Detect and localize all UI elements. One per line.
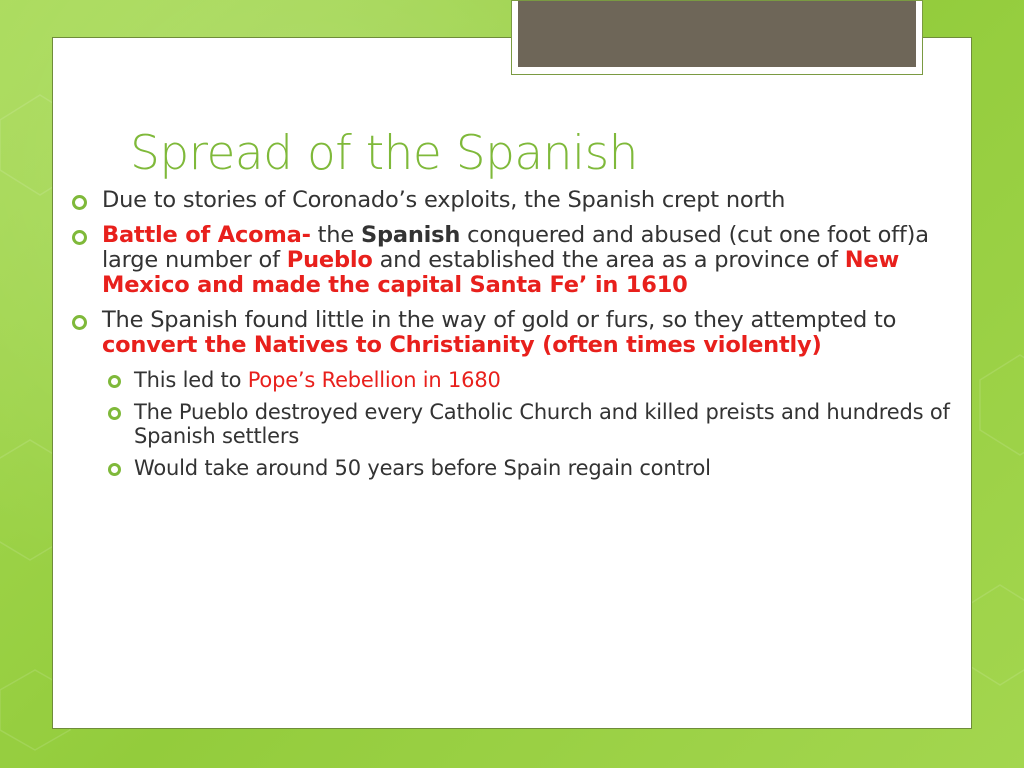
bullet-highlight: Pope’s Rebellion in 1680: [247, 368, 501, 392]
ring-bullet-icon: [108, 375, 121, 388]
bullet-highlight: convert the Natives to Christianity (often times violently): [102, 332, 822, 358]
bullet-text: The Pueblo destroyed every Catholic Church and killed preists and hundreds of Spanish settlers: [134, 400, 950, 448]
bullet-text: The Spanish found little in the way of gold or furs, so they attempted to: [102, 307, 897, 333]
bullet-highlight: Pueblo: [286, 247, 373, 273]
top-tab-fill: [518, 1, 916, 67]
sub-bullet-item: [72, 400, 972, 448]
bullet-highlight: Battle of Acoma-: [102, 222, 311, 248]
ring-bullet-icon: [72, 230, 87, 245]
sub-bullet-item: [72, 456, 972, 480]
bullet-text: This led to: [134, 368, 248, 392]
bullet-text: the: [310, 222, 361, 248]
ring-bullet-icon: [72, 195, 87, 210]
bullet-highlight: New Mexico and made the capital Santa Fe’ in 1610: [102, 247, 900, 298]
bullet-text: Due to stories of Coronado’s exploits, the Spanish crept north: [102, 187, 786, 213]
ring-bullet-icon: [108, 463, 121, 476]
bullet-item: [72, 308, 972, 358]
sub-bullet-item: [72, 368, 972, 392]
bullet-text: Would take around 50 years before Spain regain control: [134, 456, 711, 480]
top-decorative-tab: [511, 0, 923, 75]
ring-bullet-icon: [108, 407, 121, 420]
bullet-item: [72, 223, 972, 298]
ring-bullet-icon: [72, 315, 87, 330]
bullet-text: conquered and abused (cut one foot off)a large number of: [102, 222, 929, 273]
bullet-item: [72, 188, 972, 213]
bullet-list: [72, 188, 972, 488]
bullet-text: and established the area as a province of: [372, 247, 845, 273]
slide-title: Spread of the Spanish: [130, 126, 638, 181]
bullet-emphasis: Spanish: [360, 222, 461, 248]
